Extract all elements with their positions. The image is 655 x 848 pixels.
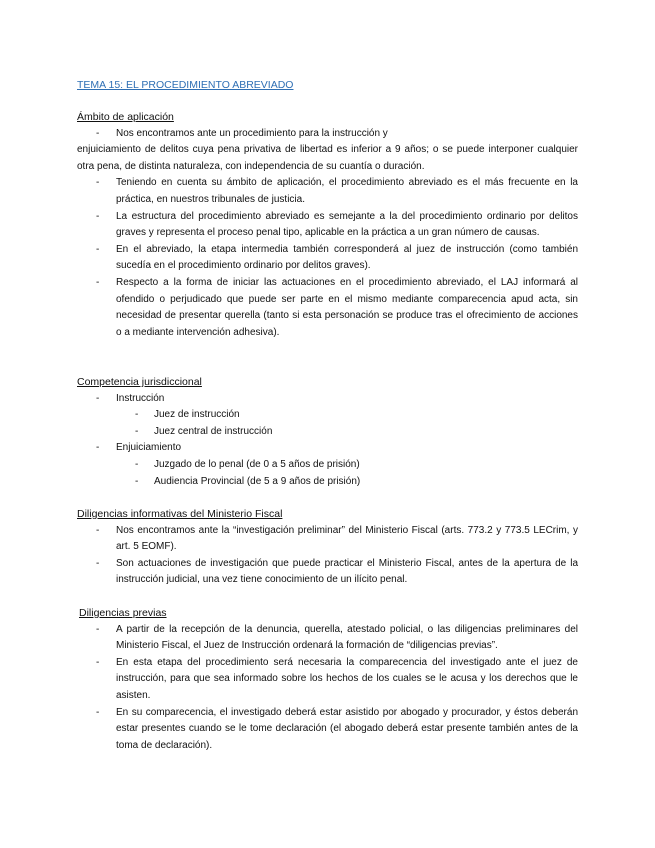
list-item-text: Respecto a la forma de iniciar las actuaciones en el procedimiento abreviado, el LAJ informará al ofendido o perjudicado que puede ser parte en el mismo mediante comparecencia apud acta, sin necesidad de presentar querella (tanto si esta personación se produce tras el ofrecimiento de acciones o a mediante intervención adhesiva). [116,276,578,338]
dash-bullet-icon: - [96,276,100,288]
document-title: TEMA 15: EL PROCEDIMIENTO ABREVIADO [77,79,294,91]
section-ambito [77,109,578,341]
dash-bullet-icon: - [135,458,139,470]
dash-bullet-icon: - [96,127,100,139]
section-diligencias-informativas [77,506,578,589]
list-item-text: Son actuaciones de investigación que puede practicar el Ministerio Fiscal, antes de la apertura de la instrucción judicial, una vez tiene conocimiento de un ilícito penal. [116,557,578,586]
dash-bullet-icon: - [96,557,100,569]
sub-list-item [77,474,578,491]
list-item-text: Juez central de instrucción [154,425,273,437]
section-diligencias-previas [77,605,578,754]
bullet-list-ambito-more [77,175,578,341]
bullet-list-diligencias-informativas [77,523,578,589]
list-item [77,440,578,457]
list-item-text: Teniendo en cuenta su ámbito de aplicación, el procedimiento abreviado es el más frecuente en la práctica, en nuestros tribunales de justicia. [116,177,578,205]
dash-bullet-icon: - [135,425,139,437]
list-item [77,242,578,275]
dash-bullet-icon: - [96,210,100,222]
list-item-text: En su comparecencia, el investigado deberá estar asistido por abogado y procurador, y éstos deberán estar presentes cuando se le tome declaración (el abogado deberá estar presente también antes de la toma de declaración). [116,706,578,751]
list-item-text: Juez de instrucción [154,409,240,421]
list-item [77,655,578,705]
list-item [77,705,578,755]
dash-bullet-icon: - [135,475,139,487]
dash-bullet-icon: - [96,524,100,536]
list-item-text: La estructura del procedimiento abreviado es semejante a la del procedimiento ordinario por delitos graves y representa el proceso penal tipo, aplicable en la práctica a un gran número de causas. [116,210,578,239]
list-item [77,175,578,208]
list-item-text: Nos encontramos ante un procedimiento para la instrucción y [116,127,388,139]
dash-bullet-icon: - [96,177,100,189]
section-competencia [77,374,578,490]
bullet-list-diligencias-previas [77,622,578,755]
list-item-text: A partir de la recepción de la denuncia, querella, atestado policial, o las diligencias preliminares del Ministerio Fiscal, el Juez de Instrucción ordenará la formación de “diligencias previas”. [116,623,578,652]
list-item-text: Enjuiciamiento [116,442,182,454]
list-item-text: Nos encontramos ante la “investigación preliminar” del Ministerio Fiscal (arts. 773.2 y 773.5 LECrim, y art. 5 EOMF). [116,524,578,553]
dash-bullet-icon: - [96,706,100,718]
list-item [77,391,578,408]
dash-bullet-icon: - [96,392,100,404]
list-item [77,622,578,655]
dash-bullet-icon: - [96,656,100,668]
list-item-text: Juzgado de lo penal (de 0 a 5 años de prisión) [154,458,360,470]
sub-list-item [77,457,578,474]
list-item [77,556,578,589]
dash-bullet-icon: - [96,623,100,635]
dash-bullet-icon: - [96,243,100,255]
list-item-text: Instrucción [116,392,165,404]
list-item-text: En el abreviado, la etapa intermedia también corresponderá al juez de instrucción (como también sucedía en el procedimiento ordinario por delitos graves). [116,243,578,272]
dash-bullet-icon: - [96,442,100,454]
list-item [77,209,578,242]
dash-bullet-icon: - [135,409,139,421]
section-heading-ambito: Ámbito de aplicación [77,111,174,123]
list-item [77,126,578,143]
sub-list-item [77,424,578,441]
paragraph-continuation: enjuiciamiento de delitos cuya pena privativa de libertad es inferior a 9 años; o se puede interponer cualquier otra pena, de distinta naturaleza, con independencia de su cuantía o duración. [77,144,578,172]
section-heading-diligencias-informativas: Diligencias informativas del Ministerio Fiscal [77,508,283,520]
bullet-list-competencia [77,391,578,491]
list-item-text: Audiencia Provincial (de 5 a 9 años de prisión) [154,475,361,487]
sub-list-item [77,407,578,424]
section-heading-diligencias-previas: Diligencias previas [79,607,167,619]
list-item [77,523,578,556]
list-item-text: En esta etapa del procedimiento será necesaria la comparecencia del investigado ante el juez de instrucción, para que sea informado sobre los hechos de los cuales se le acusa y los derechos que le asisten. [116,656,578,701]
bullet-list-ambito [77,126,578,143]
list-item [77,275,578,341]
section-heading-competencia: Competencia jurisdiccional [77,376,202,388]
